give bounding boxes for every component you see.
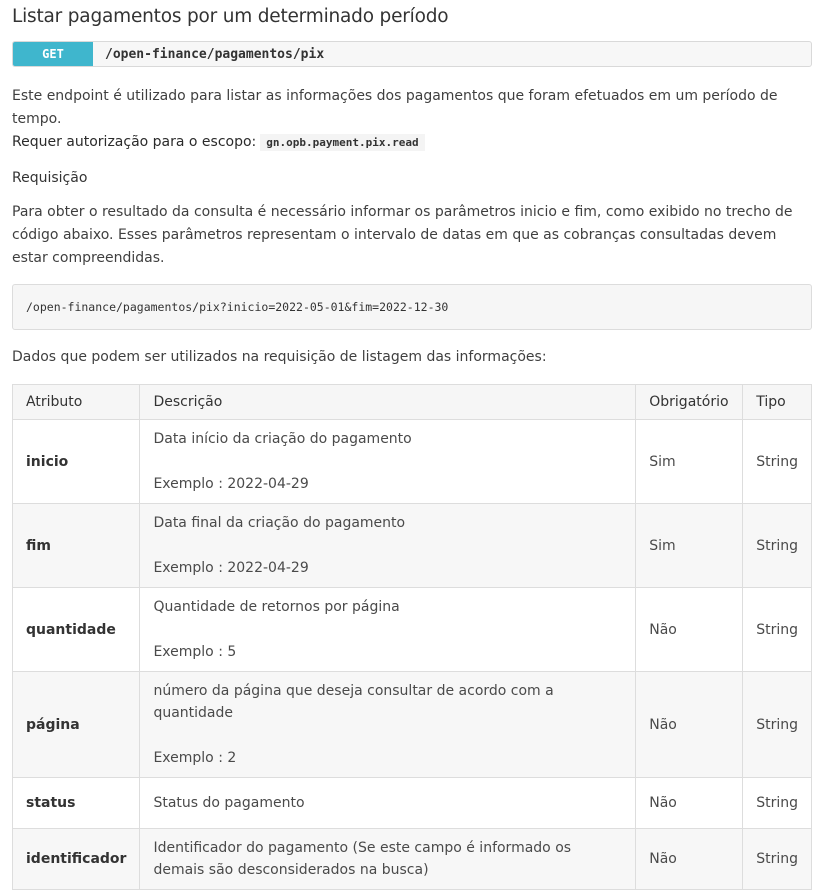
scope-value: gn.opb.payment.pix.read [260, 134, 424, 151]
row-required: Sim [636, 504, 743, 588]
header-descricao: Descrição [140, 385, 636, 420]
row-example: Exemplo : 2022-04-29 [153, 560, 309, 576]
code-text: /open-finance/pagamentos/pix?inicio=2022-05-01&fim=2022-12-30 [26, 300, 449, 314]
row-type: String [743, 778, 812, 829]
parameters-table [12, 384, 812, 890]
row-description: Identificador do pagamento (Se este campo é informado os demais são desconsiderados na busca) [153, 840, 572, 878]
table-intro: Dados que podem ser utilizados na requisição de listagem das informações: [12, 349, 547, 365]
header-tipo: Tipo [743, 385, 812, 420]
endpoint-bar[interactable] [12, 41, 812, 67]
table-row [13, 420, 812, 504]
row-example: Exemplo : 5 [153, 644, 237, 660]
row-required: Não [636, 588, 743, 672]
row-description: número da página que deseja consultar de acordo com a quantidade [153, 683, 554, 721]
row-description-cell [140, 588, 636, 672]
row-type: String [743, 672, 812, 778]
row-description-cell [140, 420, 636, 504]
table-row [13, 778, 812, 829]
row-description: Status do pagamento [153, 795, 305, 811]
row-type: String [743, 829, 812, 890]
endpoint-description: Este endpoint é utilizado para listar as informações dos pagamentos que foram efetuados em um período de tempo. [12, 88, 778, 127]
header-atributo: Atributo [13, 385, 140, 420]
row-required: Não [636, 829, 743, 890]
row-required: Não [636, 672, 743, 778]
row-example: Exemplo : 2022-04-29 [153, 476, 309, 492]
row-required: Não [636, 778, 743, 829]
method-badge: GET [13, 42, 93, 66]
row-type: String [743, 588, 812, 672]
row-description-cell [140, 829, 636, 890]
row-attribute: quantidade [13, 588, 140, 672]
row-required: Sim [636, 420, 743, 504]
table-row [13, 588, 812, 672]
header-obrigatorio: Obrigatório [636, 385, 743, 420]
table-row [13, 672, 812, 778]
row-attribute: inicio [13, 420, 140, 504]
table-row [13, 829, 812, 890]
scope-label: Requer autorização para o escopo: [12, 134, 257, 150]
endpoint-path: /open-finance/pagamentos/pix [105, 46, 325, 62]
row-attribute: identificador [13, 829, 140, 890]
scope-line [12, 131, 812, 154]
row-example: Exemplo : 2 [153, 750, 237, 766]
code-block[interactable] [12, 284, 812, 330]
row-description: Quantidade de retornos por página [153, 599, 400, 615]
row-attribute: fim [13, 504, 140, 588]
row-description: Data início da criação do pagamento [153, 431, 412, 447]
row-description: Data final da criação do pagamento [153, 515, 406, 531]
row-description-cell [140, 778, 636, 829]
table-header-row [13, 385, 812, 420]
page-title: Listar pagamentos por um determinado período [12, 6, 449, 27]
table-row [13, 504, 812, 588]
row-description-cell [140, 672, 636, 778]
row-type: String [743, 504, 812, 588]
row-attribute: status [13, 778, 140, 829]
request-heading: Requisição [12, 170, 88, 186]
row-type: String [743, 420, 812, 504]
row-description-cell [140, 504, 636, 588]
request-paragraph: Para obter o resultado da consulta é necessário informar os parâmetros inicio e fim, como exibido no trecho de código abaixo. Esses parâmetros representam o intervalo de datas em que as cobranças consultadas devem estar compreendidas. [12, 204, 793, 266]
row-attribute: página [13, 672, 140, 778]
